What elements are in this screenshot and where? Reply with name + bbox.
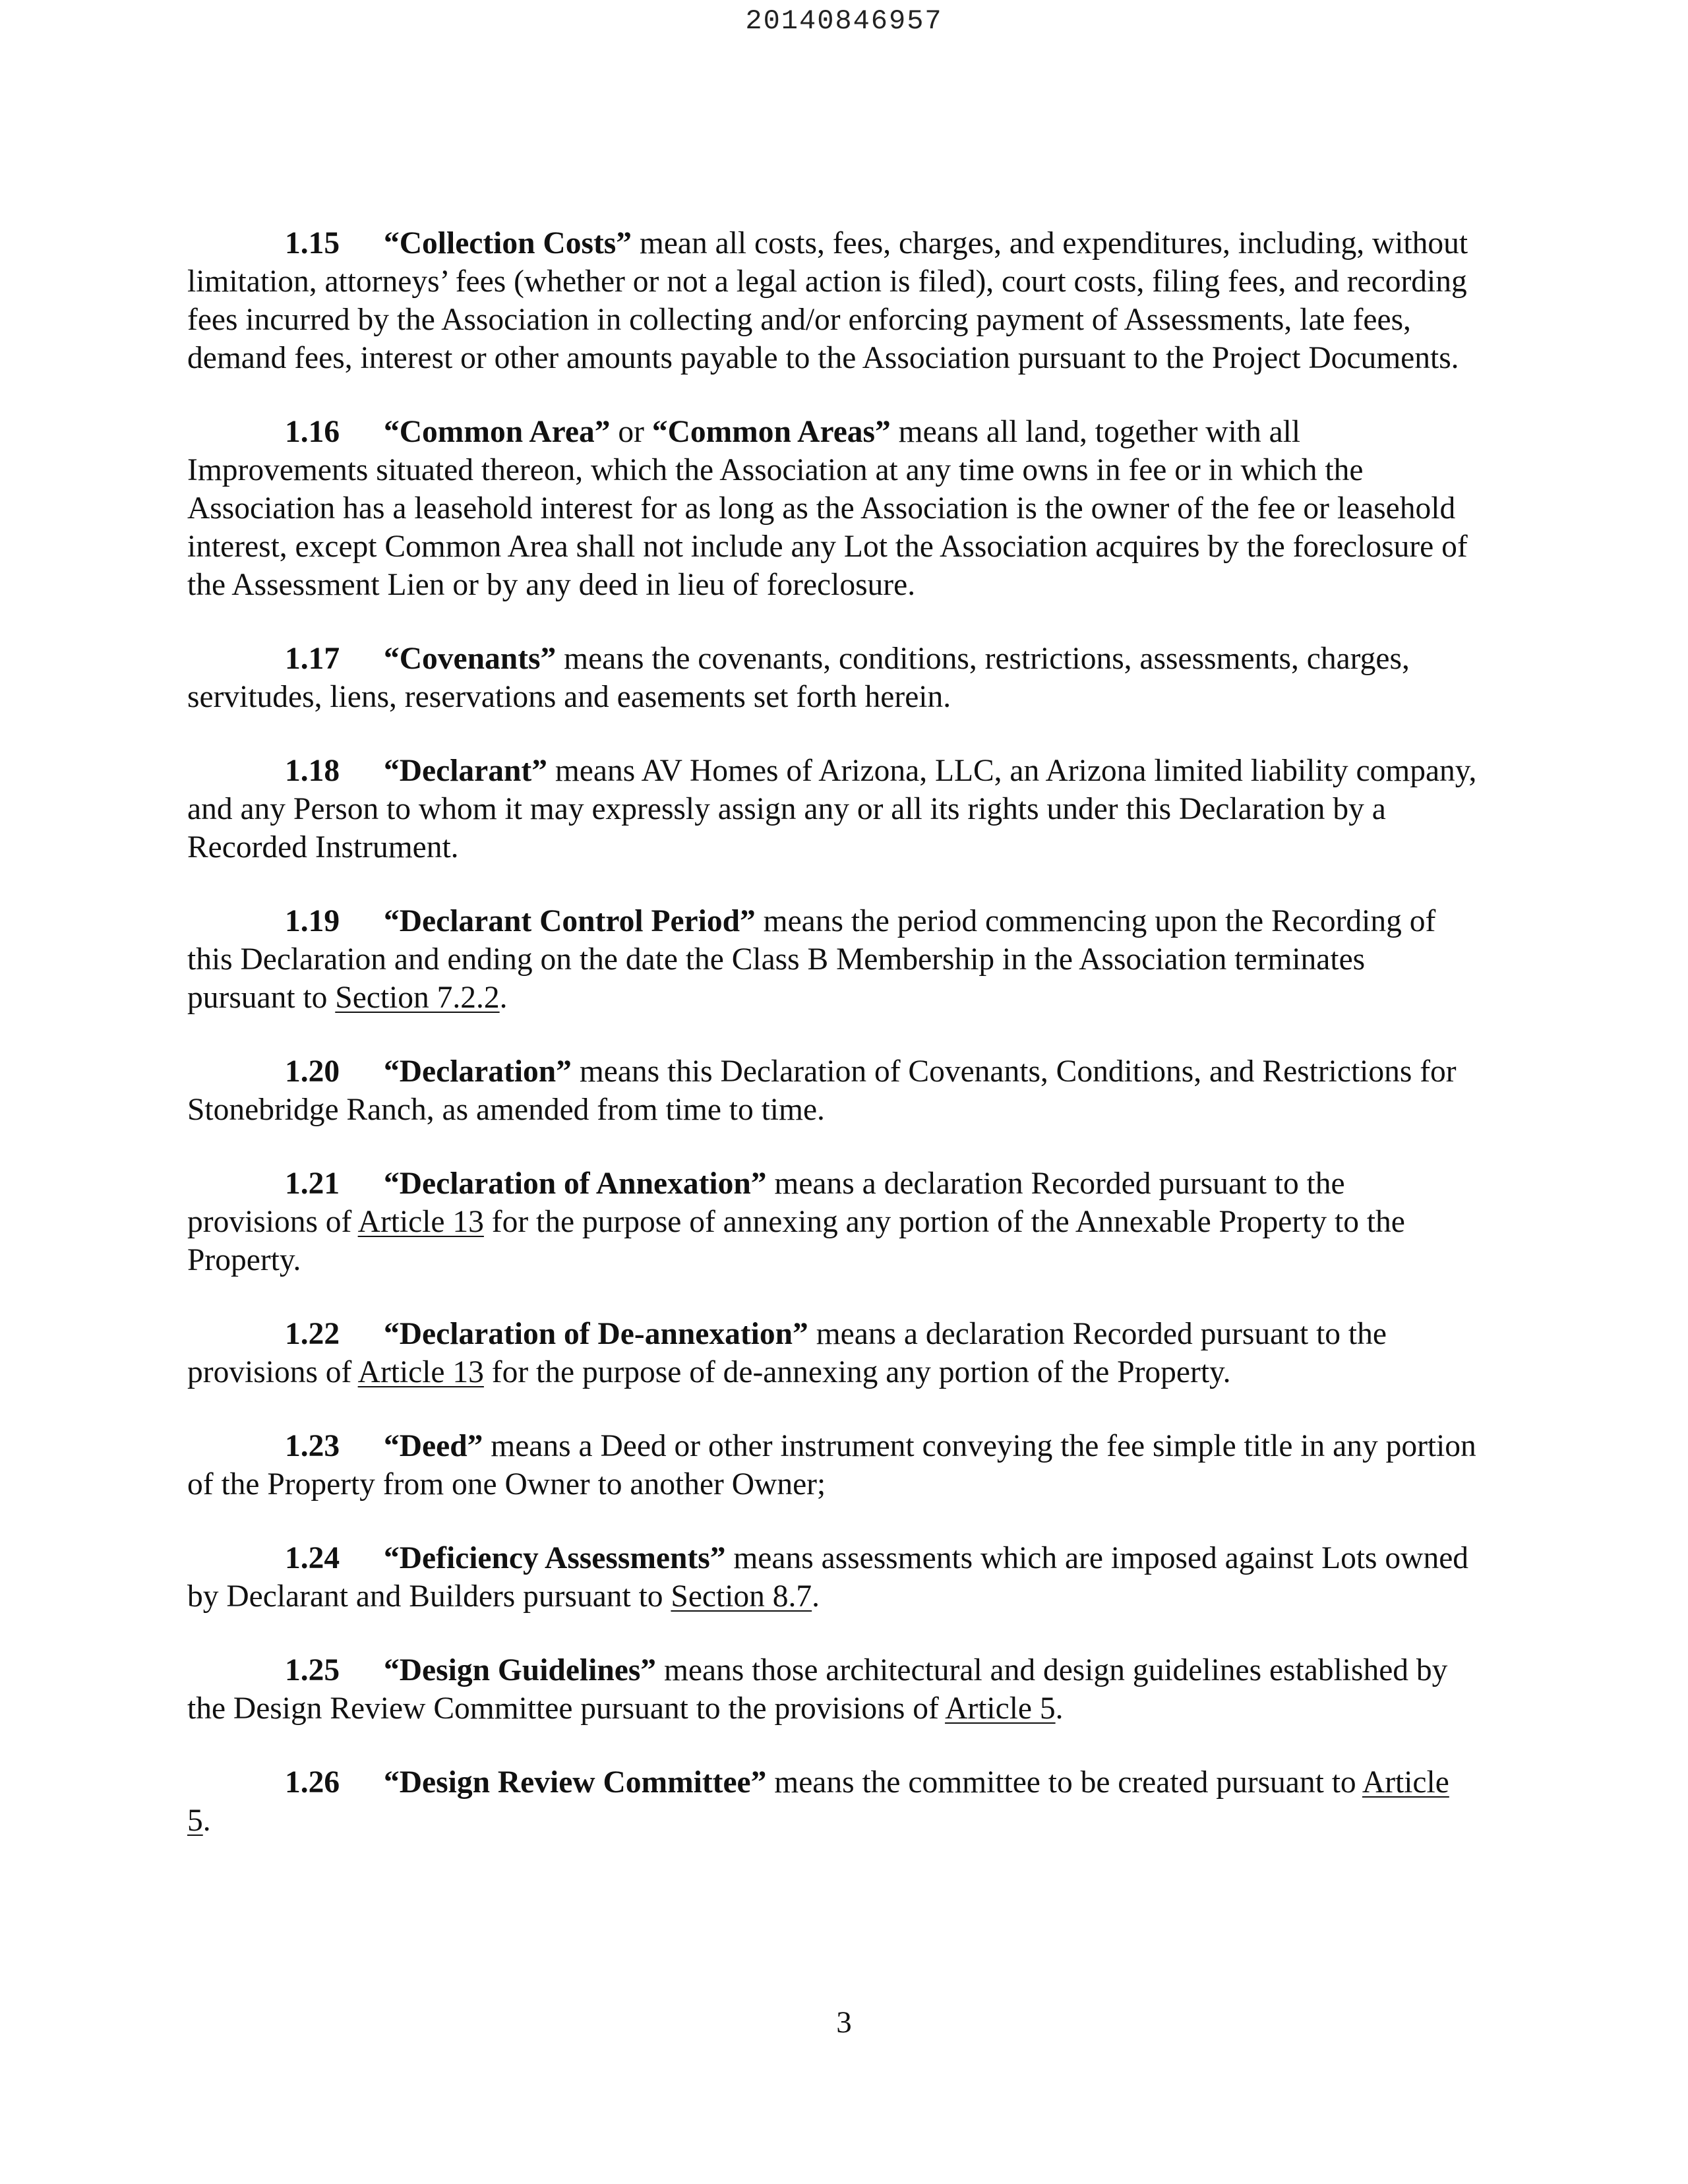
page-number: 3	[836, 2005, 852, 2040]
section-number: 1.21	[285, 1167, 340, 1201]
section-number: 1.17	[285, 642, 340, 676]
definition-1-25	[187, 1651, 1480, 1728]
definition-text: mean all costs, fees, charges, and expenditures, including, without limitation, attorneys’ fees (whether or not a legal action is filed), court costs, filing fees, and recording fees incurred by the Association in collecting and/or enforcing payment of Assessments, late fees, demand fees, interest or other amounts payable to the Association pursuant to the Project Documents.	[187, 226, 1468, 375]
section-number: 1.16	[285, 415, 340, 449]
section-number: 1.20	[285, 1054, 340, 1089]
definition-text-end: .	[1055, 1691, 1064, 1726]
defined-term: “Collection Costs”	[384, 226, 632, 260]
cross-reference-link: Article 5	[945, 1691, 1056, 1726]
definition-1-18	[187, 752, 1480, 866]
defined-term: “Covenants”	[384, 642, 557, 676]
definition-text: means a Deed or other instrument conveying the fee simple title in any portion of the Property from one Owner to another Owner;	[187, 1429, 1476, 1502]
cross-reference-link: Article 13	[357, 1205, 484, 1239]
defined-term: “Declaration”	[384, 1054, 572, 1089]
definition-text-end: .	[499, 981, 508, 1015]
definition-connector: or	[610, 415, 652, 449]
definition-text: means the period commencing upon the Recording of this Declaration and ending on the date the Class B Membership in the Association terminates pursuant to	[187, 904, 1436, 1015]
defined-term-alt: “Common Areas”	[651, 415, 891, 449]
definition-text-end: .	[812, 1579, 820, 1614]
definition-text: means the committee to be created pursuant to	[766, 1765, 1362, 1800]
definition-text-end: .	[202, 1804, 211, 1838]
cross-reference-link: Section 7.2.2	[335, 981, 500, 1015]
section-number: 1.23	[285, 1429, 340, 1463]
defined-term: “Declarant Control Period”	[384, 904, 756, 938]
definition-1-24	[187, 1539, 1480, 1616]
cross-reference-link: Section 8.7	[671, 1579, 812, 1614]
definition-1-16	[187, 413, 1480, 604]
definition-1-22	[187, 1315, 1480, 1391]
definition-1-20	[187, 1052, 1480, 1129]
defined-term: “Deficiency Assessments”	[384, 1541, 726, 1575]
section-number: 1.18	[285, 754, 340, 788]
definition-1-19	[187, 902, 1480, 1017]
definition-text-end: for the purpose of annexing any portion of the Annexable Property to the Property.	[187, 1205, 1405, 1277]
defined-term: “Deed”	[384, 1429, 483, 1463]
document-number: 20140846957	[745, 5, 943, 37]
defined-term: “Design Review Committee”	[384, 1765, 767, 1800]
section-number: 1.24	[285, 1541, 340, 1575]
defined-term: “Common Area”	[384, 415, 611, 449]
section-number: 1.19	[285, 904, 340, 938]
definition-1-26	[187, 1763, 1480, 1840]
definition-text: means those architectural and design guidelines established by the Design Review Committee pursuant to the provisions of	[187, 1653, 1448, 1726]
definition-text: means a declaration Recorded pursuant to the provisions of	[187, 1167, 1345, 1239]
defined-term: “Declaration of De-annexation”	[384, 1317, 808, 1351]
section-number: 1.22	[285, 1317, 340, 1351]
definition-1-23	[187, 1427, 1480, 1503]
cross-reference-link: Article 13	[357, 1355, 484, 1389]
definition-text-end: for the purpose of de-annexing any portion of the Property.	[483, 1355, 1231, 1389]
section-number: 1.26	[285, 1765, 340, 1800]
section-number: 1.25	[285, 1653, 340, 1687]
definition-text: means this Declaration of Covenants, Conditions, and Restrictions for Stonebridge Ranch, as amended from time to time.	[187, 1054, 1457, 1127]
definition-text: means all land, together with all Improvements situated thereon, which the Association at any time owns in fee or in which the Association has a leasehold interest for as long as the Association is the owner of the fee or leasehold interest, except Common Area shall not include any Lot the Association acquires by the foreclosure of the Assessment Lien or by any deed in lieu of foreclosure.	[187, 415, 1468, 602]
definition-text: means the covenants, conditions, restrictions, assessments, charges, servitudes, liens, reservations and easements set forth herein.	[187, 642, 1410, 714]
cross-reference-link: Article 5	[187, 1765, 1449, 1838]
section-number: 1.15	[285, 226, 340, 260]
defined-term: “Declarant”	[384, 754, 547, 788]
definition-1-21	[187, 1165, 1480, 1279]
defined-term: “Declaration of Annexation”	[384, 1167, 767, 1201]
defined-term: “Design Guidelines”	[384, 1653, 657, 1687]
definition-text: means assessments which are imposed against Lots owned by Declarant and Builders pursuant to	[187, 1541, 1469, 1614]
document-body	[187, 224, 1480, 1875]
definition-text: means a declaration Recorded pursuant to the provisions of	[187, 1317, 1387, 1389]
definition-text: means AV Homes of Arizona, LLC, an Arizona limited liability company, and any Person to whom it may expressly assign any or all its rights under this Declaration by a Recorded Instrument.	[187, 754, 1477, 864]
definition-1-15	[187, 224, 1480, 377]
definition-1-17	[187, 640, 1480, 716]
